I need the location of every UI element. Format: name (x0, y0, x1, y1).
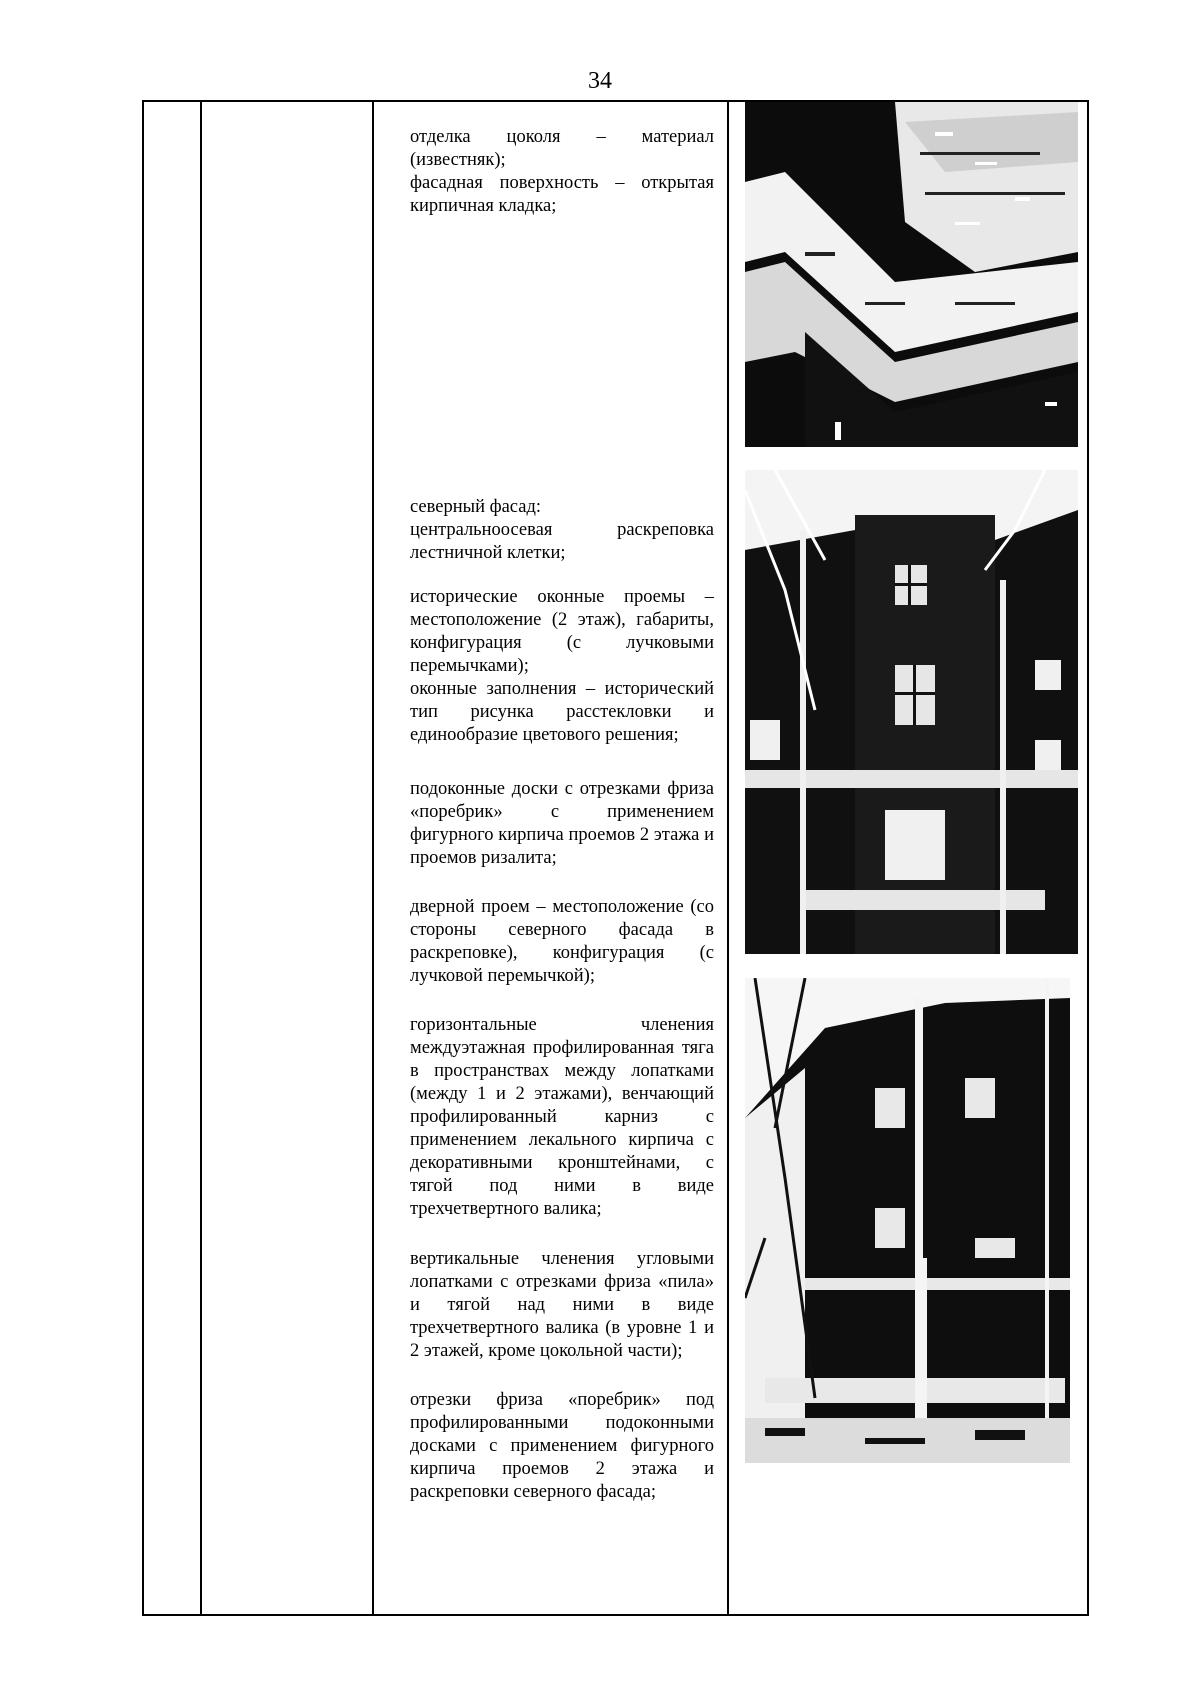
paragraph-sills: подоконные доски с отрезками фриза «поребрик» с применением фигурного кирпича проемов 2 этажа и проемов ризалита; (410, 779, 714, 868)
paragraph-frieze-segments: отрезки фриза «поребрик» под профилированными подоконными досками с применением фигурного кирпича проемов 2 этажа и раскреповки северного фасада; (410, 1390, 714, 1502)
page-number: 34 (588, 68, 612, 94)
paragraph-vertical-divisions: вертикальные членения угловыми лопатками с отрезками фриза «пила» и тягой над ними в виде трехчетвертного валика (в уровне 1 и 2 этажей, кроме цокольной части); (410, 1249, 714, 1361)
paragraph-plinth-facade: отделка цоколя – материал (известняк); фасадная поверхность – открытая кирпичная кладка; (410, 127, 714, 216)
paragraph-north-facade: северный фасад: центральноосевая раскреповка лестничной клетки; (410, 497, 714, 563)
north-facade-photo (745, 470, 1078, 954)
column-divider (372, 102, 374, 1614)
column-divider (727, 102, 729, 1614)
plinth-corner-photo (745, 102, 1078, 447)
column-divider (200, 102, 202, 1614)
paragraph-windows: исторические оконные проемы – местоположение (2 этаж), габариты, конфигурация (с лучковыми перемычками); оконные заполнения – исторический тип рисунка расстекловки и единообразие цветового решения; (410, 587, 714, 745)
paragraph-door: дверной проем – местоположение (со стороны северного фасада в раскреповке), конфигурация (с лучковой перемычкой); (410, 897, 714, 986)
facade-corner-photo (745, 978, 1070, 1463)
description-column (400, 102, 727, 1614)
paragraph-horizontal-divisions: горизонтальные членения междуэтажная профилированная тяга в пространствах между лопатками (между 1 и 2 этажами), венчающий профилированный карниз с применением лекального кирпича с декоративными кронштейнами, с тягой под ними в виде трехчетвертного валика; (410, 1015, 714, 1219)
document-table (142, 100, 1089, 1616)
